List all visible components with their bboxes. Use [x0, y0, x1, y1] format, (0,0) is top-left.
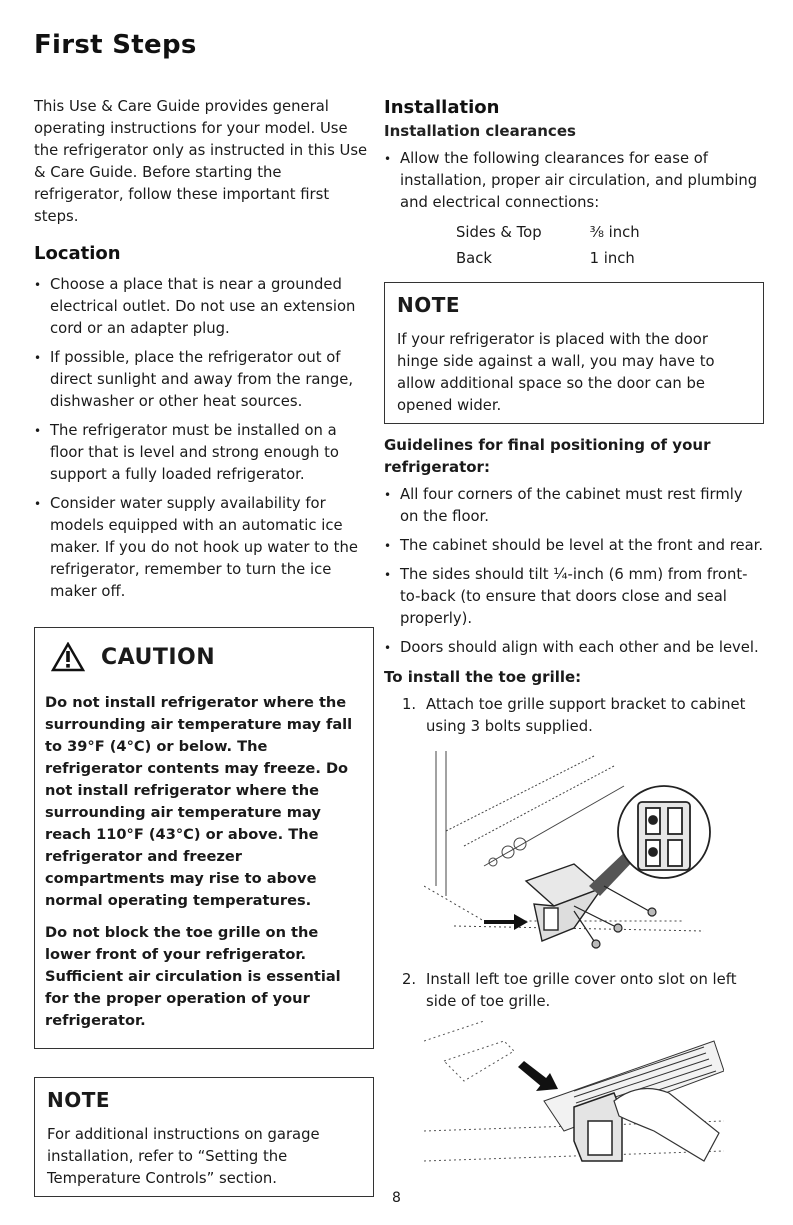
note-text: If your refrigerator is placed with the door hinge side against a wall, you may have to allow additional space so the door can be opened wider. [397, 331, 715, 414]
toe-grille-cover-illustration [424, 1021, 724, 1171]
clearance-value: 1 inch [589, 250, 635, 267]
clearance-label: Sides & Top [456, 224, 542, 241]
location-bullet: • The refrigerator must be installed on a floor that is level and strong enough to support a fully loaded refrigerator. [34, 420, 374, 486]
note-box-right [384, 282, 764, 424]
step-number: 1. [402, 696, 417, 713]
caution-title: CAUTION [101, 644, 216, 670]
location-bullet: • If possible, place the refrigerator out of direct sunlight and away from the range, dishwasher or other heat sources. [34, 347, 374, 413]
clearance-label: Back [456, 250, 492, 267]
clearances-subheading: Installation clearances [384, 122, 576, 140]
location-bullet: • Consider water supply availability for models equipped with an automatic ice maker. If you do not hook up water to the refrigerator, remember to turn the ice maker off. [34, 493, 374, 603]
clearances-table [456, 220, 640, 272]
table-row [456, 220, 640, 246]
arrow-icon [484, 914, 528, 930]
installation-heading: Installation [384, 97, 500, 118]
toe-grille-steps-continued [384, 969, 764, 1013]
detail-callout [618, 786, 710, 878]
caution-box [34, 627, 374, 1049]
left-column [34, 96, 374, 1197]
step-text: Install left toe grille cover onto slot on left side of toe grille. [426, 971, 737, 1010]
caution-body [45, 692, 363, 1032]
step-number: 2. [402, 971, 417, 988]
intro-paragraph: This Use & Care Guide provides general operating instructions for your model. Use the refrigerator only as instructed in this Use & Care Guide. Before starting the refrigerator, follow these important first steps. [34, 98, 368, 225]
toe-grille-steps [384, 694, 764, 738]
guidelines-bullet: • Doors should align with each other and be level. [384, 637, 764, 659]
guidelines-heading: Guidelines for final positioning of your refrigerator: [384, 436, 711, 476]
note-title: NOTE [397, 293, 461, 317]
note-box-left [34, 1077, 374, 1197]
toe-grille-bracket-illustration [424, 746, 724, 951]
step-text: Attach toe grille support bracket to cabinet using 3 bolts supplied. [426, 696, 746, 735]
caution-paragraph: Do not install refrigerator where the surrounding air temperature may fall to 39°F (4°C) or below. The refrigerator contents may freeze. Do not install refrigerator where the surrounding air temperature may reach 110°F (43°C) or above. The refrigerator and freezer compartments may rise to above normal operating temperatures. [45, 694, 353, 909]
step-item [384, 694, 764, 738]
location-list [34, 274, 374, 603]
guidelines-list [384, 484, 764, 659]
step-item [384, 969, 764, 1013]
hand-illustration [614, 1089, 719, 1162]
warning-triangle-icon [51, 642, 85, 672]
location-bullet: • Choose a place that is near a grounded electrical outlet. Do not use an extension cord or an adapter plug. [34, 274, 374, 340]
page-title: First Steps [34, 30, 197, 60]
guidelines-bullet: • The sides should tilt ¼-inch (6 mm) from front-to-back (to ensure that doors close and seal properly). [384, 564, 764, 630]
note-text: For additional instructions on garage installation, refer to “Setting the Temperature Controls” section. [47, 1126, 320, 1187]
caution-paragraph: Do not block the toe grille on the lower front of your refrigerator. Sufficient air circulation is essential for the proper operation of your refrigerator. [45, 924, 341, 1029]
toe-grille-heading: To install the toe grille: [384, 668, 582, 686]
arrow-icon [518, 1061, 558, 1091]
right-column [384, 96, 764, 1175]
location-heading: Location [34, 243, 121, 264]
table-row [456, 246, 640, 272]
note-title: NOTE [47, 1088, 111, 1112]
clearances-bullet: • Allow the following clearances for ease of installation, proper air circulation, and plumbing and electrical connections: [384, 148, 764, 214]
page-number: 8 [392, 1190, 401, 1206]
caution-header [51, 642, 363, 672]
clearances-list [384, 148, 764, 214]
bracket-part [526, 864, 602, 941]
guidelines-bullet: • The cabinet should be level at the front and rear. [384, 535, 764, 557]
guidelines-bullet: • All four corners of the cabinet must rest firmly on the floor. [384, 484, 764, 528]
clearance-value: ⅜ inch [589, 224, 640, 241]
